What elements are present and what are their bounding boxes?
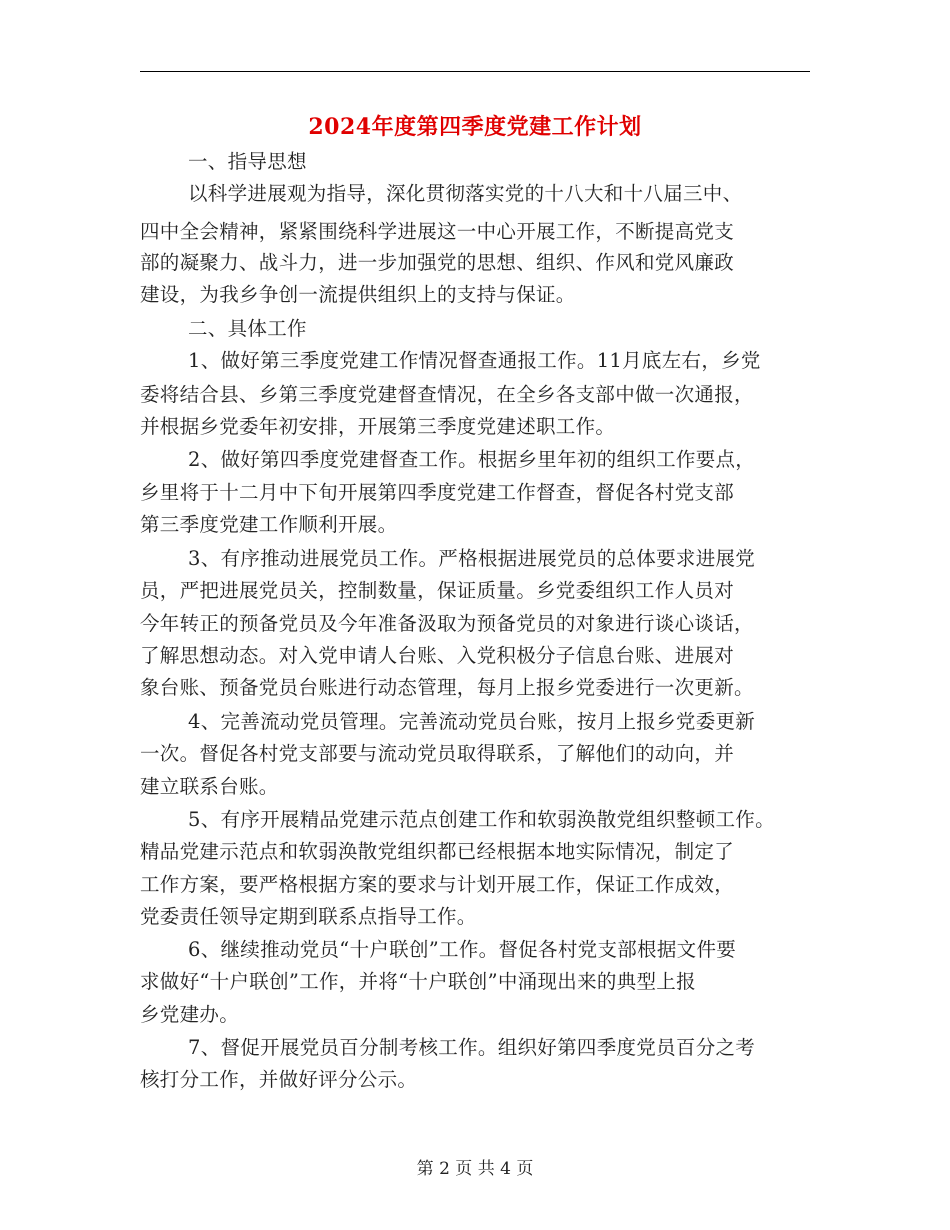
paragraph-line: 精品党建示范点和软弱涣散党组织都已经根据本地实际情况，制定了: [140, 840, 735, 863]
paragraph-line: 建设，为我乡争创一流提供组织上的支持与保证。: [140, 283, 576, 306]
document-title: 2024年度第四季度党建工作计划: [308, 114, 642, 140]
paragraph-line: 四中全会精神，紧紧围绕科学进展这一中心开展工作，不断提高党支: [140, 220, 735, 243]
paragraph-line: 并根据乡党委年初安排，开展第三季度党建述职工作。: [140, 415, 616, 438]
paragraph-line: 以科学进展观为指导，深化贯彻落实党的十八大和十八届三中、: [188, 182, 743, 205]
paragraph-line: 党委责任领导定期到联系点指导工作。: [140, 905, 477, 928]
paragraph-line: 6、继续推动党员“十户联创”工作。督促各村党支部根据文件要: [188, 938, 737, 961]
section-heading-guiding-ideology: 一、指导思想: [188, 150, 307, 173]
paragraph-line: 一次。督促各村党支部要与流动党员取得联系，了解他们的动向，并: [140, 742, 735, 765]
paragraph-line: 5、有序开展精品党建示范点创建工作和软弱涣散党组织整顿工作。: [188, 808, 775, 831]
paragraph-line: 部的凝聚力、战斗力，进一步加强党的思想、组织、作风和党风廉政: [140, 251, 735, 274]
paragraph-line: 象台账、预备党员台账进行动态管理，每月上报乡党委进行一次更新。: [140, 676, 754, 699]
paragraph-line: 第三季度党建工作顺利开展。: [140, 513, 398, 536]
paragraph-line: 了解思想动态。对入党申请人台账、入党积极分子信息台账、进展对: [140, 644, 735, 667]
page-number: 第 2 页 共 4 页: [416, 1159, 534, 1179]
paragraph-line: 3、有序推动进展党员工作。严格根据进展党员的总体要求进展党: [188, 547, 756, 570]
paragraph-line: 乡党建办。: [140, 1003, 240, 1026]
paragraph-line: 求做好“十户联创”工作，并将“十户联创”中涌现出来的典型上报: [140, 970, 696, 993]
paragraph-line: 员，严把进展党员关，控制数量，保证质量。乡党委组织工作人员对: [140, 579, 735, 602]
paragraph-line: 工作方案，要严格根据方案的要求与计划开展工作，保证工作成效，: [140, 873, 735, 896]
paragraph-line: 乡里将于十二月中下旬开展第四季度党建工作督查，督促各村党支部: [140, 481, 735, 504]
paragraph-line: 4、完善流动党员管理。完善流动党员台账，按月上报乡党委更新: [188, 710, 756, 733]
paragraph-line: 建立联系台账。: [140, 775, 279, 798]
header-rule: [140, 71, 810, 72]
paragraph-line: 2、做好第四季度党建督查工作。根据乡里年初的组织工作要点，: [188, 448, 756, 471]
paragraph-line: 核打分工作，并做好评分公示。: [140, 1068, 418, 1091]
paragraph-line: 7、督促开展党员百分制考核工作。组织好第四季度党员百分之考: [188, 1036, 756, 1059]
paragraph-line: 1、做好第三季度党建工作情况督查通报工作。11月底左右，乡党: [188, 349, 761, 372]
paragraph-line: 今年转正的预备党员及今年准备汲取为预备党员的对象进行谈心谈话，: [140, 612, 754, 635]
paragraph-line: 委将结合县、乡第三季度党建督查情况，在全乡各支部中做一次通报，: [140, 383, 754, 406]
section-heading-specific-work: 二、具体工作: [188, 317, 307, 340]
